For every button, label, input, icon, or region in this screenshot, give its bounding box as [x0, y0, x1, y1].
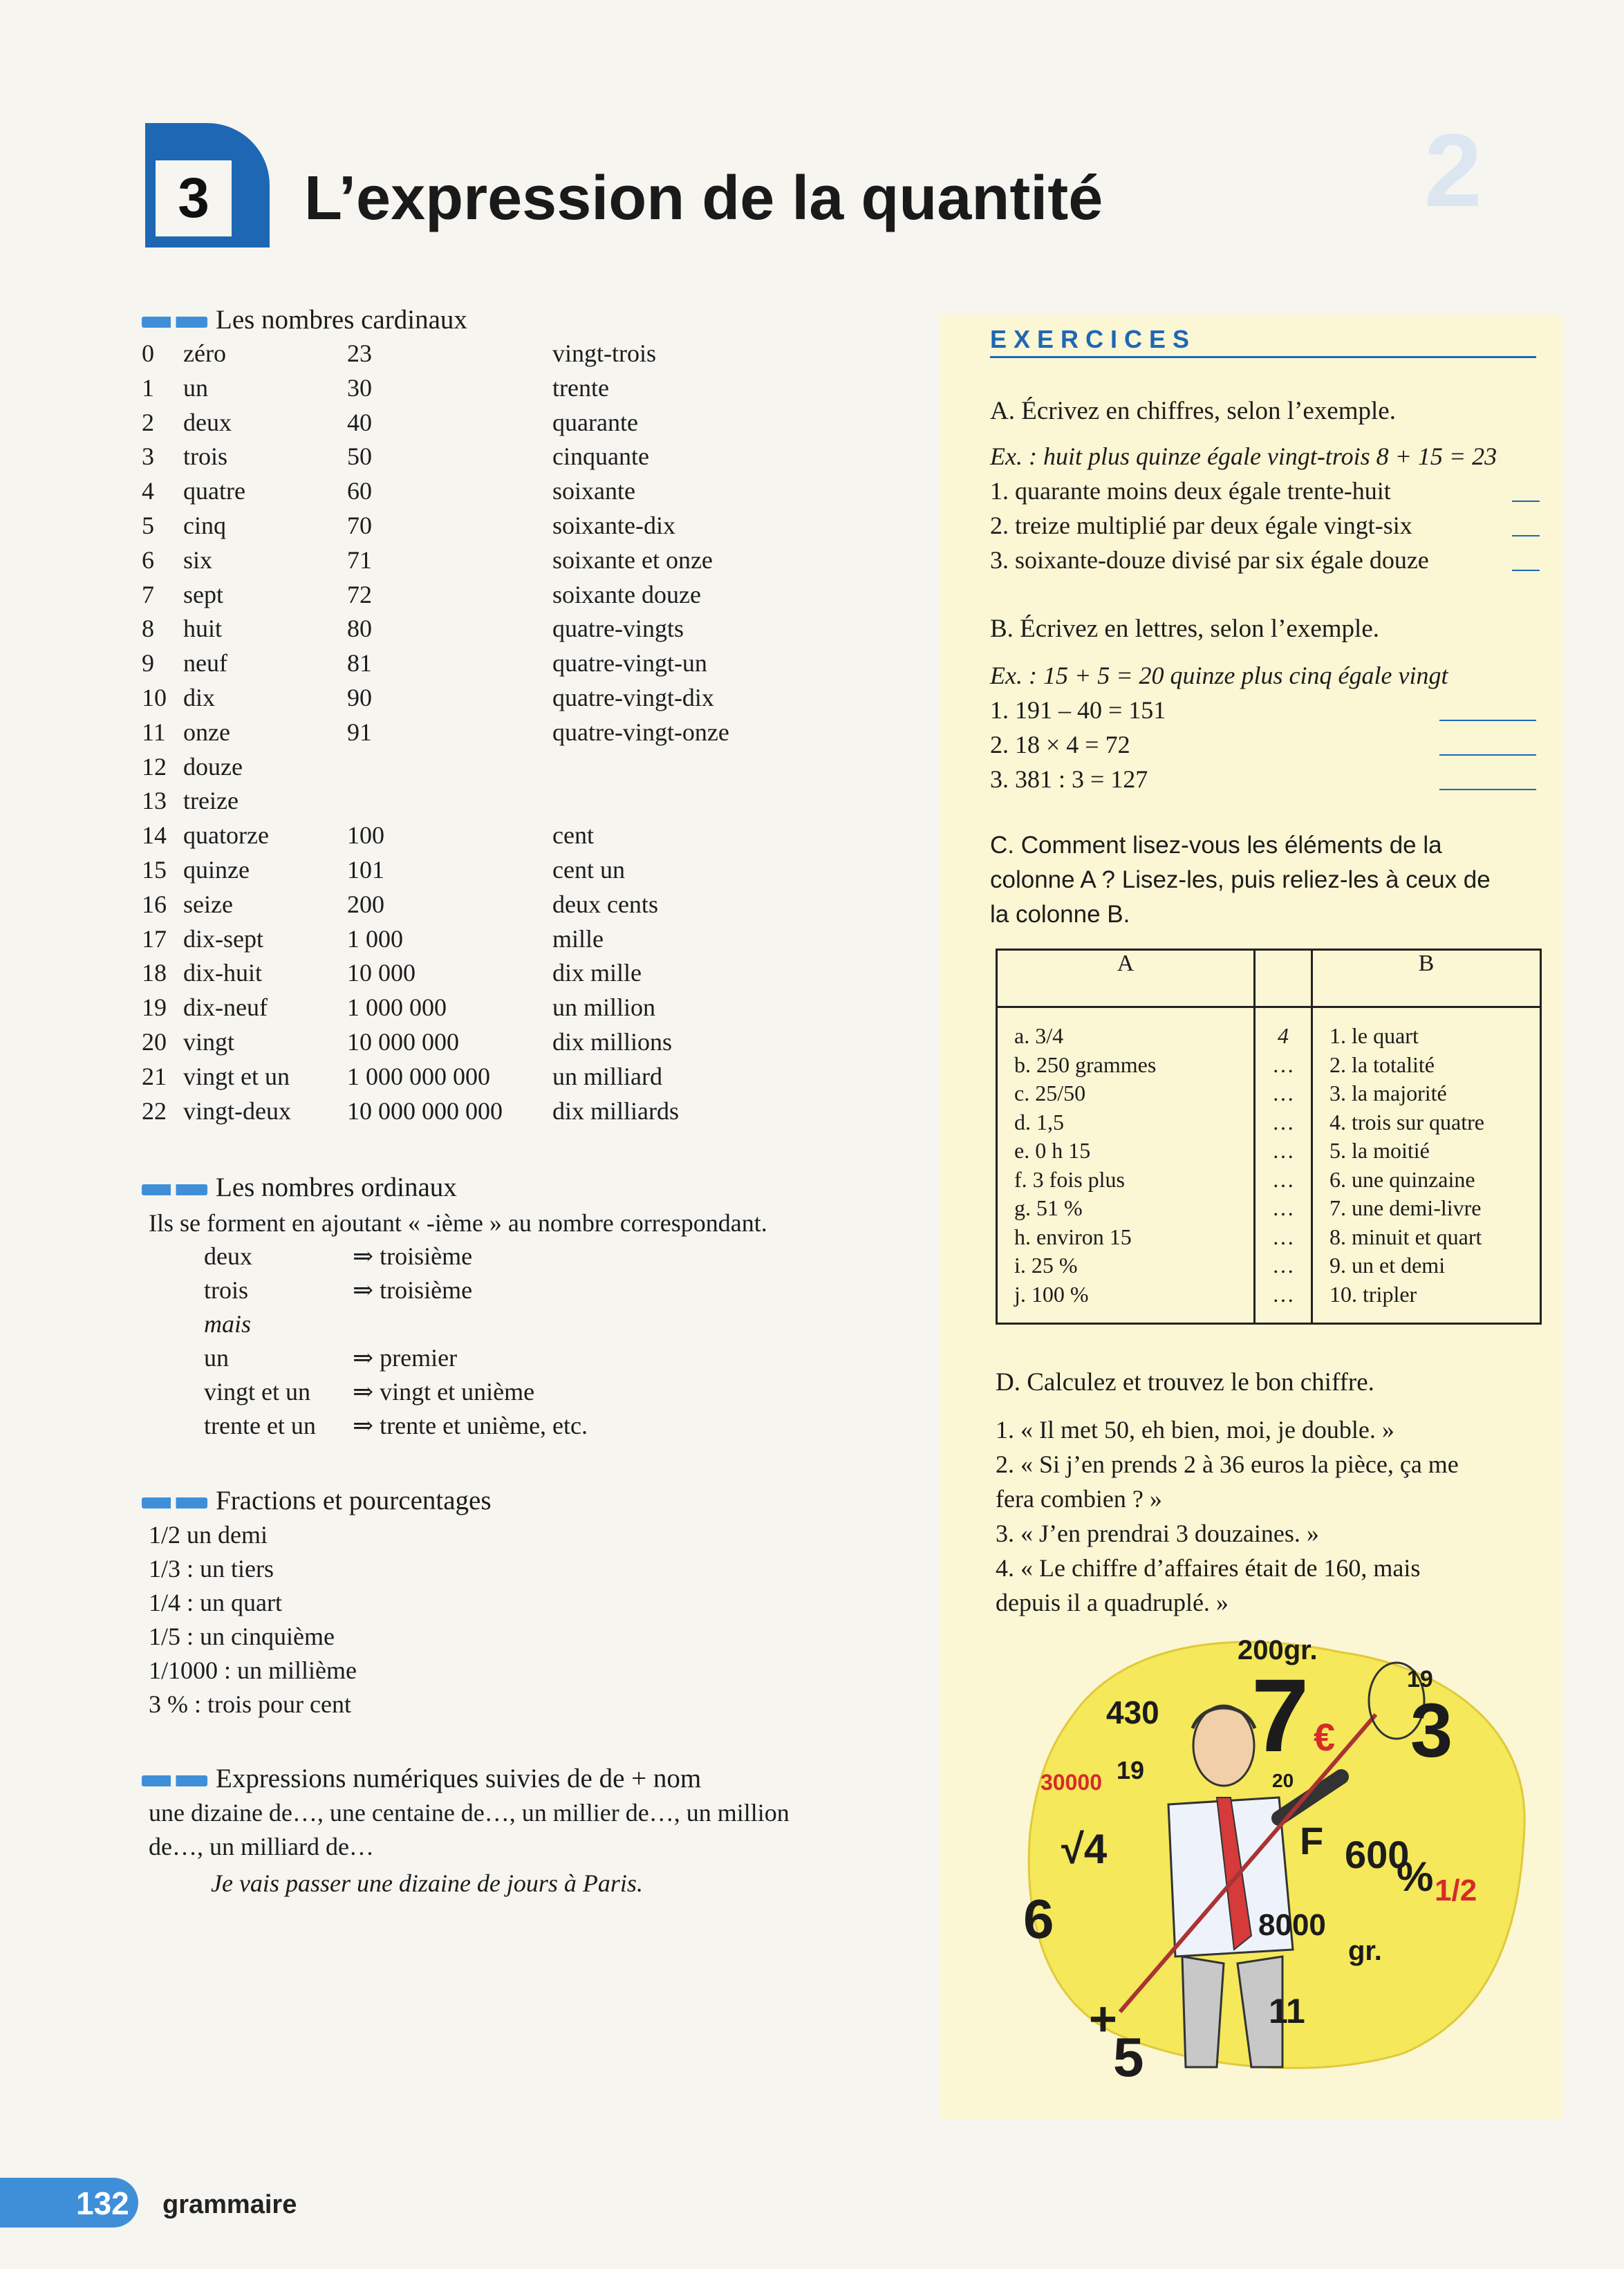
exercise-a-example: Ex. : huit plus quinze égale vingt-trois 8 + 15 = 23: [990, 442, 1497, 470]
ordinal-result: ⇒ premier: [353, 1344, 458, 1372]
matching-item: i. 25 %: [1014, 1253, 1078, 1278]
matching-table: [996, 949, 1542, 1325]
exercise-item: [990, 543, 1429, 577]
table-cell: 10: [142, 683, 167, 711]
matching-item: …: [1272, 1253, 1294, 1278]
table-cell: 3: [142, 442, 154, 471]
illustration-number: 3: [1410, 1688, 1453, 1773]
exercise-b-heading: B. Écrivez en lettres, selon l’exemple.: [990, 615, 1380, 643]
illustration-number: 7: [1251, 1657, 1309, 1773]
table-cell: 18: [142, 959, 167, 987]
table-cell: 1 000 000: [347, 993, 447, 1022]
table-cell: 70: [347, 511, 372, 539]
table-cell: cinquante: [552, 442, 649, 471]
answer-blank: [1439, 719, 1536, 721]
table-cell: 1 000: [347, 924, 403, 953]
table-cell: soixante douze: [552, 580, 701, 608]
table-cell: dix-neuf: [183, 993, 268, 1022]
column-a-header: A: [997, 950, 1255, 1007]
illustration-number: 20: [1272, 1770, 1294, 1791]
matching-item: …: [1272, 1224, 1294, 1249]
table-cell: mille: [552, 924, 604, 953]
section4-line1: une dizaine de…, une centaine de…, un millier de…, un million: [149, 1799, 790, 1827]
table-cell: 60: [347, 477, 372, 505]
ordinal-base: trente et un: [204, 1412, 316, 1439]
table-cell: six: [183, 545, 213, 574]
exercise-item-text: 1. quarante moins deux égale trente-huit: [990, 477, 1391, 505]
table-cell: seize: [183, 890, 233, 918]
table-cell: vingt-deux: [183, 1096, 291, 1125]
table-cell: 10 000: [347, 959, 416, 987]
table-cell: deux cents: [552, 890, 658, 918]
table-cell: vingt et un: [183, 1062, 290, 1090]
answer-blank: [1512, 569, 1540, 571]
illustration-number: 1/2: [1435, 1874, 1477, 1907]
exercise-d-line: depuis il a quadruplé. »: [996, 1589, 1229, 1616]
section4-line2: de…, un milliard de…: [149, 1833, 374, 1860]
matching-item: 10. tripler: [1329, 1281, 1417, 1307]
ordinal-result: ⇒ vingt et unième: [353, 1378, 535, 1406]
table-cell: 15: [142, 855, 167, 884]
table-cell: quatre-vingt-dix: [552, 683, 714, 711]
exercise-item-text: 3. soixante-douze divisé par six égale douze: [990, 546, 1429, 574]
matching-item: e. 0 h 15: [1014, 1138, 1091, 1163]
table-cell: deux: [183, 408, 232, 436]
table-cell: dix mille: [552, 959, 642, 987]
table-cell: huit: [183, 615, 223, 643]
illustration-number: 600: [1345, 1833, 1410, 1876]
answer-blank: [1512, 534, 1540, 536]
table-cell: dix: [183, 683, 216, 711]
exercise-item: [990, 693, 1166, 727]
table-cell: un million: [552, 993, 656, 1022]
matching-item: …: [1272, 1109, 1294, 1134]
matching-item: 7. une demi-livre: [1329, 1195, 1482, 1220]
chapter-title: L’expression de la quantité: [304, 164, 1103, 233]
matching-item: …: [1272, 1138, 1294, 1163]
matching-item: 5. la moitié: [1329, 1138, 1430, 1163]
table-cell: 23: [347, 339, 372, 367]
section4-example: Je vais passer une dizaine de jours à Paris.: [211, 1869, 643, 1897]
table-cell: 90: [347, 683, 372, 711]
column-mid-header: [1255, 950, 1312, 1007]
table-cell: 100: [347, 821, 384, 850]
table-cell: 5: [142, 511, 154, 539]
exercise-b-example: Ex. : 15 + 5 = 20 quinze plus cinq égale vingt: [990, 662, 1448, 689]
section2-heading: Les nombres ordinaux: [142, 1172, 457, 1203]
table-cell: 10 000 000: [347, 1027, 459, 1056]
table-cell: onze: [183, 718, 230, 746]
table-cell: quatre-vingt-un: [552, 649, 707, 678]
matching-item: 3. la majorité: [1329, 1081, 1447, 1105]
matching-item: …: [1272, 1081, 1294, 1105]
exercise-c-heading-3: la colonne B.: [990, 901, 1130, 928]
illustration-number: gr.: [1348, 1936, 1382, 1966]
illustration-number: €: [1314, 1715, 1336, 1759]
matching-item: c. 25/50: [1014, 1081, 1086, 1105]
table-cell: neuf: [183, 649, 227, 678]
matching-item: d. 1,5: [1014, 1109, 1064, 1134]
table-cell: 6: [142, 545, 154, 574]
answer-blank: [1439, 788, 1536, 790]
answer-blank: [1439, 754, 1536, 756]
fraction-line: 1/4 : un quart: [149, 1589, 282, 1616]
illustration-number: 430: [1106, 1694, 1159, 1730]
illustration-number: 200gr.: [1238, 1635, 1318, 1665]
fraction-line: 3 % : trois pour cent: [149, 1690, 351, 1718]
exercise-item-text: 2. treize multiplié par deux égale vingt-six: [990, 512, 1412, 539]
illustration-number: 5: [1113, 2026, 1144, 2088]
exercise-d-items: [996, 1412, 1459, 1620]
table-cell: quarante: [552, 408, 638, 436]
exercise-a-heading: A. Écrivez en chiffres, selon l’exemple.: [990, 397, 1396, 425]
section-marker-icon: [142, 1184, 207, 1195]
illustration-number: %: [1397, 1854, 1434, 1900]
ordinal-result: ⇒ troisième: [353, 1276, 473, 1304]
column-a-items: [997, 1007, 1255, 1324]
ordinal-base: un: [204, 1344, 229, 1372]
table-cell: dix milliards: [552, 1096, 679, 1125]
column-b-items: [1312, 1007, 1541, 1324]
exercises-rule: [990, 356, 1536, 358]
exercise-item-text: 3. 381 : 3 = 127: [990, 765, 1148, 793]
table-cell: soixante et onze: [552, 545, 713, 574]
fraction-line: 1/5 : un cinquième: [149, 1623, 335, 1650]
table-cell: 71: [347, 545, 372, 574]
illustration-number: 11: [1269, 1992, 1305, 2030]
table-cell: trois: [183, 442, 228, 471]
column-b-header: B: [1312, 950, 1541, 1007]
table-cell: 13: [142, 787, 167, 815]
section1-heading: Les nombres cardinaux: [142, 304, 467, 335]
table-cell: 81: [347, 649, 372, 678]
table-cell: 91: [347, 718, 372, 746]
table-cell: un milliard: [552, 1062, 662, 1090]
answer-blank: [1512, 500, 1540, 502]
page-number: 132: [76, 2185, 129, 2221]
table-cell: 200: [347, 890, 384, 918]
matching-item: …: [1272, 1281, 1294, 1307]
illustration-number: √4: [1061, 1826, 1108, 1872]
table-cell: 4: [142, 477, 154, 505]
illustration-number: F: [1300, 1819, 1324, 1862]
matching-item: …: [1272, 1195, 1294, 1220]
illustration-number: 19: [1407, 1666, 1433, 1692]
fraction-line: 1/2 un demi: [149, 1521, 268, 1549]
exercise-item: [990, 474, 1429, 508]
table-cell: 16: [142, 890, 167, 918]
fraction-line: 1/3 : un tiers: [149, 1555, 274, 1582]
matching-item: b. 250 grammes: [1014, 1052, 1157, 1077]
table-cell: 22: [142, 1096, 167, 1125]
illustration-number: 19: [1117, 1756, 1145, 1784]
table-cell: cent un: [552, 855, 625, 884]
section-marker-icon: [142, 1497, 207, 1509]
table-cell: vingt-trois: [552, 339, 656, 367]
table-cell: 20: [142, 1027, 167, 1056]
table-cell: 2: [142, 408, 154, 436]
exercise-c-heading-2: colonne A ? Lisez-les, puis reliez-les à ceux de: [990, 866, 1491, 893]
exercise-d-line: fera combien ? »: [996, 1485, 1162, 1513]
section-marker-icon: [142, 317, 207, 328]
matching-item: …: [1272, 1166, 1294, 1192]
table-cell: un: [183, 373, 208, 402]
table-cell: 9: [142, 649, 154, 678]
matching-item: f. 3 fois plus: [1014, 1166, 1125, 1192]
table-cell: quatre: [183, 477, 245, 505]
table-cell: trente: [552, 373, 609, 402]
ordinal-intro: Ils se forment en ajoutant « -ième » au nombre correspondant.: [149, 1209, 767, 1237]
matching-item: …: [1272, 1052, 1294, 1077]
facing-page-ghost: 2: [1424, 112, 1482, 228]
matching-item: 4: [1278, 1023, 1289, 1048]
table-cell: 7: [142, 580, 154, 608]
table-cell: treize: [183, 787, 239, 815]
table-cell: 30: [347, 373, 372, 402]
ordinal-base: vingt et un: [204, 1378, 310, 1406]
illustration-number: 6: [1023, 1888, 1054, 1950]
column-answer-slots: [1255, 1007, 1312, 1324]
ordinal-base: trois: [204, 1276, 249, 1304]
exercise-c-heading-1: C. Comment lisez-vous les éléments de la: [990, 832, 1442, 859]
table-cell: 11: [142, 718, 166, 746]
table-cell: 10 000 000 000: [347, 1096, 503, 1125]
exercise-d-line: 2. « Si j’en prends 2 à 36 euros la pièce, ça me: [996, 1450, 1459, 1478]
matching-item: j. 100 %: [1014, 1281, 1089, 1307]
chapter-number: 3: [156, 160, 232, 236]
matching-item: a. 3/4: [1014, 1023, 1064, 1048]
table-cell: quatorze: [183, 821, 269, 850]
table-cell: 101: [347, 855, 384, 884]
table-cell: 12: [142, 752, 167, 781]
exercise-item: [990, 762, 1166, 796]
illustration-number: +: [1089, 1992, 1117, 2046]
matching-item: 4. trois sur quatre: [1329, 1109, 1484, 1134]
table-cell: 19: [142, 993, 167, 1022]
matching-item: h. environ 15: [1014, 1224, 1132, 1249]
footer-section-name: grammaire: [162, 2190, 297, 2219]
table-cell: 14: [142, 821, 167, 850]
section-marker-icon: [142, 1775, 207, 1786]
table-cell: quatre-vingt-onze: [552, 718, 729, 746]
table-cell: dix-huit: [183, 959, 262, 987]
exercise-a-items: [990, 474, 1429, 577]
table-cell: dix-sept: [183, 924, 263, 953]
illustration-number: 8000: [1258, 1908, 1326, 1942]
ordinal-base: mais: [204, 1310, 252, 1338]
fractions-list: [149, 1518, 357, 1721]
table-cell: sept: [183, 580, 223, 608]
exercise-item-text: 1. 191 – 40 = 151: [990, 696, 1166, 724]
table-cell: quatre-vingts: [552, 615, 684, 643]
table-cell: 8: [142, 615, 154, 643]
matching-item: g. 51 %: [1014, 1195, 1083, 1220]
exercise-d-line: 3. « J’en prendrai 3 douzaines. »: [996, 1520, 1319, 1547]
exercise-item: [990, 727, 1166, 762]
matching-item: 9. un et demi: [1329, 1253, 1446, 1278]
table-cell: vingt: [183, 1027, 235, 1056]
table-cell: 50: [347, 442, 372, 471]
table-cell: 40: [347, 408, 372, 436]
table-cell: 1 000 000 000: [347, 1062, 490, 1090]
section3-heading: Fractions et pourcentages: [142, 1485, 492, 1516]
exercise-d-line: 1. « Il met 50, eh bien, moi, je double. »: [996, 1416, 1394, 1444]
ordinal-result: ⇒ trente et unième, etc.: [353, 1412, 588, 1439]
illustration-number: 30000: [1040, 1770, 1102, 1795]
table-cell: 17: [142, 924, 167, 953]
table-cell: douze: [183, 752, 243, 781]
exercise-item: [990, 508, 1429, 543]
matching-item: 1. le quart: [1329, 1023, 1419, 1048]
exercise-item-text: 2. 18 × 4 = 72: [990, 731, 1130, 758]
fraction-line: 1/1000 : un millième: [149, 1656, 357, 1684]
table-cell: 21: [142, 1062, 167, 1090]
exercise-d-heading: D. Calculez et trouvez le bon chiffre.: [996, 1368, 1374, 1397]
exercise-b-items: [990, 693, 1166, 796]
ordinal-base: deux: [204, 1242, 252, 1270]
matching-item: 8. minuit et quart: [1329, 1224, 1482, 1249]
section4-heading: Expressions numériques suivies de de + nom: [142, 1763, 701, 1794]
table-cell: 80: [347, 615, 372, 643]
table-cell: soixante-dix: [552, 511, 675, 539]
table-cell: 72: [347, 580, 372, 608]
table-cell: quinze: [183, 855, 250, 884]
ordinal-result: ⇒ troisième: [353, 1242, 473, 1270]
matching-item: 2. la totalité: [1329, 1052, 1435, 1077]
table-cell: dix millions: [552, 1027, 673, 1056]
exercises-title: EXERCICES: [990, 325, 1197, 353]
table-cell: soixante: [552, 477, 635, 505]
table-cell: 1: [142, 373, 154, 402]
table-cell: cent: [552, 821, 594, 850]
exercise-d-line: 4. « Le chiffre d’affaires était de 160, mais: [996, 1554, 1421, 1582]
table-cell: cinq: [183, 511, 226, 539]
matching-item: 6. une quinzaine: [1329, 1166, 1475, 1192]
table-cell: zéro: [183, 339, 226, 367]
table-cell: 0: [142, 339, 154, 367]
